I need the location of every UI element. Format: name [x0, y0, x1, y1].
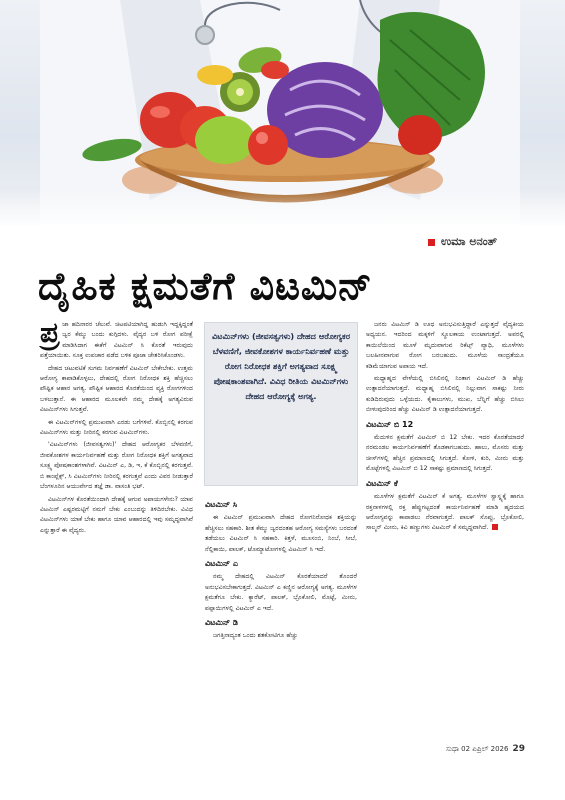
column-2: [205, 496, 357, 644]
paragraph: 'ವಿಟಮಿನ್‌ಗಳು (ಜೀವಸತ್ವಗಳು)' ದೇಹದ ಆರೋಗ್ಯಕರ ಬೆಳವಣಿಗೆ, ಜೀವಕೋಶಗಳ ಕಾರ್ಯನಿರ್ವಹಣೆ ಮತ್ತು ರೋಗ ನಿರೋಧಕ ಶಕ್ತಿಗೆ ಅಗತ್ಯವಾದ ಸೂಕ್ಷ್ಮ ಪೋಷಕಾಂಶಗಳಾಗಿವೆ. ವಿಟಮಿನ್ ಎ, ಡಿ, ಇ, ಕೆ ಕೊಬ್ಬಿನಲ್ಲಿ ಕರಗುತ್ತವೆ. ಬಿ ಕಾಂಪ್ಲೆಕ್ಸ್, ಸಿ ವಿಟಮಿನ್‌ಗಳು ನೀರಿನಲ್ಲಿ ಕರಗುತ್ತವೆ ಎಂದು ವಿವರ ನೀಡುತ್ತಾರೆ ಬೆಂಗಳೂರಿನ ಆಯುರ್ವೇದ ತಜ್ಞೆ ಡಾ. ವಾಸಂತಿ ಭಟ್.: [40, 441, 193, 491]
paragraph: ಮಧ್ಯಾಹ್ನದ ವೇಳೆಯಲ್ಲಿ ಬಿಸಿಲಿನಲ್ಲಿ ನಿಂತಾಗ ವಿಟಮಿನ್ ಡಿ ಹೆಚ್ಚು ಉತ್ಪಾದನೆಯಾಗುತ್ತದೆ. ಮಧ್ಯಾಹ್ನ ಬಿಸಿಲಿನಲ್ಲಿ ನಿಲ್ಲುವಾಗ ಸಾಕಷ್ಟು ನೀರು ಕುಡಿದಿರುವುದು ಒಳ್ಳೆಯದು. ಕೈಕಾಲುಗಳು, ಮುಖ, ಬೆನ್ನಿಗೆ ಹೆಚ್ಚು ಬಿಸಿಲು ಬೀಳುವುದರಿಂದ ಹೆಚ್ಚು ವಿಟಮಿನ್ ಡಿ ಉತ್ಪಾದನೆಯಾಗುತ್ತದೆ.: [366, 375, 524, 414]
author-name: ಉಮಾ ಅನಂತ್: [441, 235, 497, 248]
paragraph: ನಮ್ಮ ದೇಹದಲ್ಲಿ ವಿಟಮಿನ್ ಕೊರತೆಯಾದರೆ ತೊಂದರೆ ಅನುಭವಿಸಬೇಕಾಗುತ್ತದೆ. ವಿಟಮಿನ್ ಎ ಕಣ್ಣಿನ ಆರೋಗ್ಯಕ್ಕೆ ಅಗತ್ಯ. ಮೂಳೆಗಳ ಕ್ಷಮತೆಗೂ ಬೇಕು. ಕ್ಯಾರೆಟ್, ಪಾಲಕ್, ಬ್ರೊಕೋಲಿ, ಮೊಟ್ಟೆ, ಮೀನು, ಪಪ್ಪಾಯಿಗಳಲ್ಲಿ ವಿಟಮಿನ್ ಎ ಇದೆ.: [205, 573, 357, 612]
paragraph: ಜಗತ್ತಿನಾದ್ಯಂತ ಒಂದು ಶತಕೋಟಿಗೂ ಹೆಚ್ಚು: [213, 632, 298, 640]
column-1: [40, 316, 193, 538]
paragraph: ಈ ವಿಟಮಿನ್‌ಗಳಲ್ಲಿ ಪ್ರಮುಖವಾಗಿ ಎರಡು ಬಗೆಗಳಿವೆ. ಕೊಬ್ಬಿನಲ್ಲಿ ಕರಗುವ ವಿಟಮಿನ್‌ಗಳು ಮತ್ತು ನೀರಿನಲ್ಲಿ ಕರಗುವ ವಿಟಮಿನ್‌ಗಳು.: [40, 418, 193, 437]
paragraph: ಈ ವಿಟಮಿನ್ ಪ್ರಮುಖವಾಗಿ ದೇಹದ ರೋಗನಿರೋಧಕ ಶಕ್ತಿಯನ್ನು ಹೆಚ್ಚಿಸಲು ಸಹಕಾರಿ. ಶೀತ ಕೆಮ್ಮು ಜ್ವರದಂತಹ ಆರೋಗ್ಯ ಸಮಸ್ಯೆಗಳು ಬರದಂತೆ ತಡೆಯಲು ವಿಟಮಿನ್ ಸಿ ಸಹಕಾರಿ. ಕಿತ್ತಳೆ, ಮೂಸಂಬಿ, ನಿಂಬೆ, ಸೀಬೆ, ನೆಲ್ಲಿಕಾಯಿ, ಪಾಲಕ್, ಟೊಮ್ಯಾಟೋಗಳಲ್ಲಿ ವಿಟಮಿನ್ ಸಿ ಇದೆ.: [205, 514, 357, 553]
section-heading: ವಿಟಮಿನ್ ಎ: [205, 559, 238, 569]
section-heading: ವಿಟಮಿನ್ ಸಿ: [205, 500, 238, 509]
page-number: 29: [512, 744, 525, 754]
byline: [428, 235, 497, 249]
article-title: ದೈಹಿಕ ಕ್ಷಮತೆಗೆ ವಿಟಮಿನ್: [38, 264, 373, 308]
column-3: [366, 320, 524, 536]
end-mark-icon: [492, 524, 498, 530]
paragraph: ವಿಟಮಿನ್‌ಗಳ ಕೊರತೆಯಿಂದಾಗಿ ದೇಹಕ್ಕೆ ಆಗುವ ಅಪಾಯಗಳೇನು? ಯಾವ ವಿಟಮಿನ್ ಎಷ್ಟರಮಟ್ಟಿಗೆ ನಮಗೆ ಬೇಕು ಎಂಬುದನ್ನು ತಿಳಿದಿರಬೇಕು. ವಿವಿಧ ವಿಟಮಿನ್‌ಗಳು ಯಾಕೆ ಬೇಕು ಹಾಗೂ ಯಾವ ಆಹಾರದಲ್ಲಿ ಇವು ಸಮೃದ್ಧವಾಗಿವೆ ಎನ್ನುತ್ತಾರೆ ಈ ವೈದ್ಯರು.: [40, 495, 193, 534]
hero-fade: [0, 190, 565, 225]
paragraph: [366, 492, 524, 534]
section-heading: ವಿಟಮಿನ್ ಕೆ: [366, 478, 398, 488]
lead-paragraph: [40, 316, 193, 362]
paragraph: ಜನರು ವಿಟಮಿನ್ ಡಿ ಊಧ ಅನುಭವಿಸುತ್ತಿದ್ದಾರೆ ಎನ್ನುತ್ತದೆ ವೈದ್ಯಕೀಯ ಅಧ್ಯಯನ. ಇದರಿಂದ ಮಕ್ಕಳಿಗೆ ಸ್ಥೂಲಕಾಯ ಉಂಟಾಗುತ್ತದೆ. ಅವರಲ್ಲಿ ಕಾಯಿಲೆಯಿಂದ ಮೂಳೆ ಮೃದುವಾಗುವ ರಿಕೆಟ್ಸ್ ವ್ಯಾಧಿ, ಮೂಳೆಗಳು ಬಲಹೀನವಾಗುವ ರೋಗ ಬರಬಹುದು. ಮೂಳೆಯ ಸಾಂದ್ರತೆಯೂ ಕಡಿಮೆಯಾಗುವ ಅಪಾಯ ಇದೆ.: [366, 321, 524, 370]
paragraph: ಜಾ ಹದಿನಾರರ ಚೆಲುವೆ. ಚಿಟಪಟಿಯಾಗಿದ್ದ ಹುಡುಗಿ ಇದ್ದಕ್ಕಿದ್ದಂತೆ ಜ್ವರ ಕೆಮ್ಮು ಬಂದು ಕುಗ್ಗಿದಳು. ವೈದ್ಯರ ಬಳಿ ರೋಗ ಪರೀಕ್ಷೆ ಮಾಡಿಸಿದಾಗ ಈಕೆಗೆ ವಿಟಮಿನ್ ಸಿ ಕೊರತೆ ಇರುವುದು ಪತ್ತೆಯಾಯಿತು. ಸೂಕ್ತ ಉಪಚಾರ ಪಡೆದ ಬಳಿಕ ಪೂಜಾ ಚೇತರಿಸಿಕೊಂಡಳು.: [40, 321, 193, 360]
byline-marker-icon: [428, 239, 435, 246]
hero-image: [0, 0, 565, 225]
folio-text: ಸುಧಾ 02 ಏಪ್ರಿಲ್ 2026: [446, 745, 509, 753]
paragraph: ದೇಹದ ಚಟುವಟಿಕೆ ಸುಗಮ ನಿರ್ವಹಣೆಗೆ ವಿಟಮಿನ್ ಬೇಕೇಬೇಕು. ಉತ್ತಮ ಆರೋಗ್ಯ ಕಾಪಾಡಿಕೊಳ್ಳಲು, ದೇಹದಲ್ಲಿ ರೋಗ ನಿರೋಧಕ ಶಕ್ತಿ ಹೆಚ್ಚಿಸಲು ಪೌಷ್ಟಿಕ ಆಹಾರ ಅಗತ್ಯ. ಪೌಷ್ಟಿಕ ಆಹಾರದ ಕೊರತೆಯಿಂದ ವ್ಯಕ್ತಿ ರೋಗಗಳಿಂದ ಬಳಲುತ್ತಾನೆ. ಈ ಆಹಾರದ ಮೂಲಕವೇ ನಮ್ಮ ದೇಹಕ್ಕೆ ಅಗತ್ಯವಿರುವ ವಿಟಮಿನ್‌ಗಳು ಸಿಗುತ್ತವೆ.: [40, 364, 193, 414]
paragraph-text: ಮೂಳೆಗಳ ಕ್ಷಮತೆಗೆ ವಿಟಮಿನ್ ಕೆ ಅಗತ್ಯ. ಮೂಳೆಗಳ ಸ್ವಾಸ್ಥ್ಯಕ್ಕೆ ಹಾಗೂ ರಕ್ತನಾಳಗಳಲ್ಲಿ ರಕ್ತ ಹೆಪ್ಪುಗಟ್ಟದಂತೆ ಕಾರ್ಯನಿರ್ವಹಣೆ ಮಾಡಿ ಹೃದಯದ ಆರೋಗ್ಯವನ್ನು ಕಾಪಾಡಲು ನೆರವಾಗುತ್ತದೆ. ಪಾಲಕ್ ಸೊಪ್ಪು, ಬ್ರೊಕೋಲಿ, ಸಾಲ್ಮನ್ ಮೀನು, ಕಿವಿ ಹಣ್ಣುಗಳು ವಿಟಮಿನ್ ಕೆ ಸಮೃದ್ಧವಾಗಿದೆ.: [366, 493, 524, 532]
page-footer: [446, 744, 525, 754]
section-heading: ವಿಟಮಿನ್ ಡಿ: [205, 618, 238, 628]
drop-cap: ಪ್ರ: [40, 316, 60, 349]
pull-quote: ವಿಟಮಿನ್‌ಗಳು (ಜೀವಸತ್ವಗಳು) ದೇಹದ ಆರೋಗ್ಯಕರ ಬೆಳವಣಿಗೆ, ಜೀವಕೋಶಗಳ ಕಾರ್ಯನಿರ್ವಹಣೆ ಮತ್ತು ರೋಗ ನಿರೋಧಕ ಶಕ್ತಿಗೆ ಅಗತ್ಯವಾದ ಸೂಕ್ಷ್ಮ ಪೋಷಕಾಂಶವಾಗಿದೆ. ವಿವಿಧ ರೀತಿಯ ವಿಟಮಿನ್‌ಗಳು ದೇಹದ ಆರೋಗ್ಯಕ್ಕೆ ಅಗತ್ಯ.: [204, 322, 358, 486]
section-heading: ವಿಟಮಿನ್ ಬಿ 12: [366, 419, 414, 429]
paragraph: ಮೆದುಳಿನ ಕ್ಷಮತೆಗೆ ವಿಟಮಿನ್ ಬಿ 12 ಬೇಕು. ಇದರ ಕೊರತೆಯಾದರೆ ನರಮಂಡಲ ಕಾರ್ಯನಿರ್ವಹಣೆಗೆ ತೊಡಕಾಗಬಹುದು. ಹಾಲು, ಮೊಸರು ಮತ್ತು ಚೀಸ್‌ಗಳಲ್ಲಿ ಹೆಚ್ಚಿನ ಪ್ರಮಾಣದಲ್ಲಿ ಸಿಗುತ್ತದೆ. ಕೋಳಿ, ಕುರಿ, ಮೀನು ಮತ್ತು ಮೊಟ್ಟೆಗಳಲ್ಲಿ ವಿಟಮಿನ್ ಬಿ 12 ಸಾಕಷ್ಟು ಪ್ರಮಾಣದಲ್ಲಿ ಸಿಗುತ್ತದೆ.: [366, 434, 524, 473]
